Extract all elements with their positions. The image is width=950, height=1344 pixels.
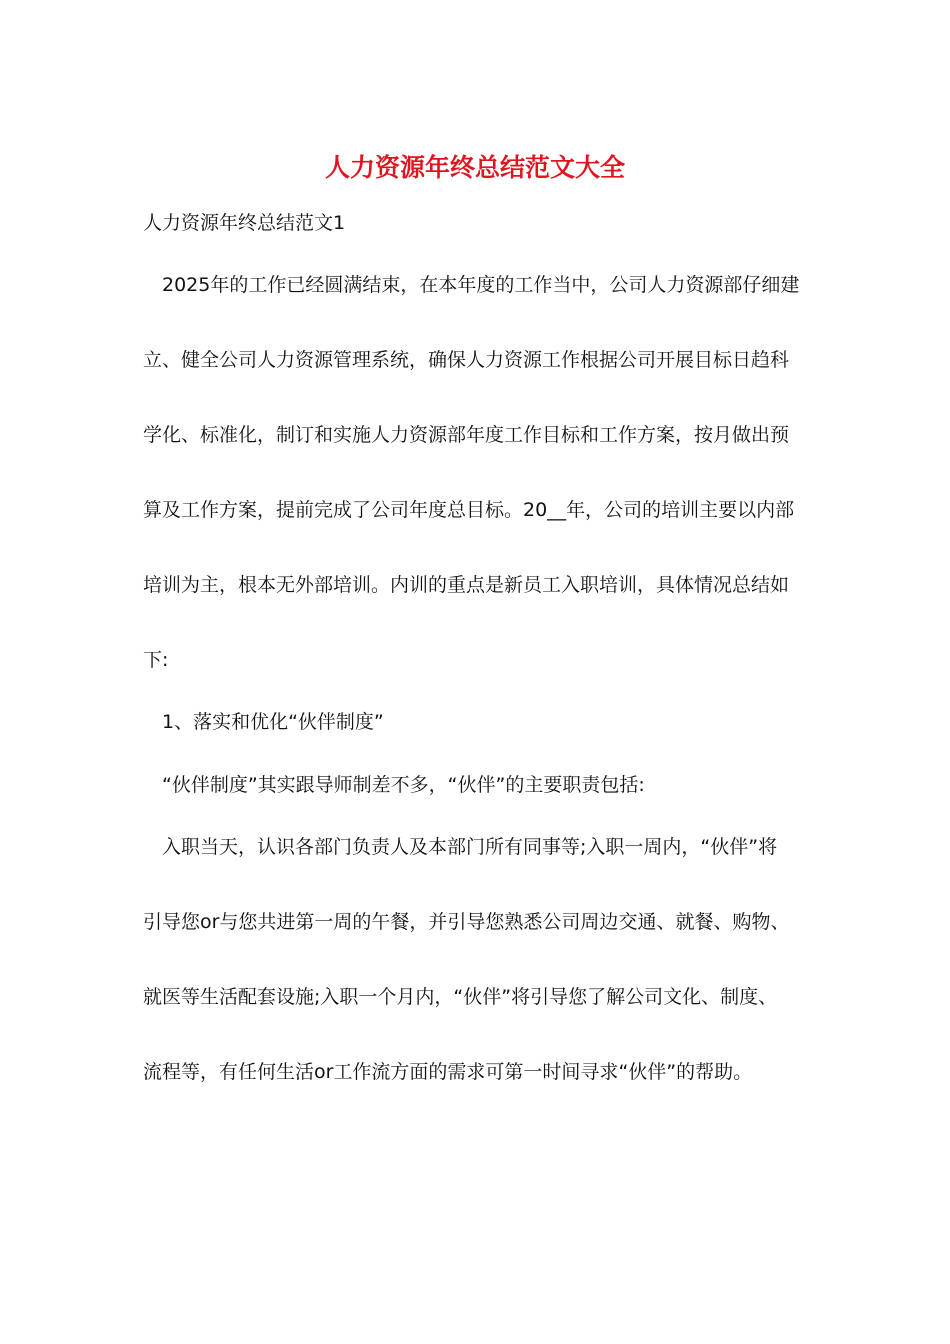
- paragraph-line: 立、健全公司人力资源管理系统，确保人力资源工作根据公司开展目标日趋科: [143, 349, 790, 371]
- paragraph-line: “伙伴制度”其实跟导师制差不多，“伙伴”的主要职责包括:: [162, 774, 645, 796]
- paragraph-line: 引导您or与您共进第一周的午餐，并引导您熟悉公司周边交通、就餐、购物、: [143, 911, 790, 933]
- paragraph-line: 学化、标准化，制订和实施人力资源部年度工作目标和工作方案，按月做出预: [143, 424, 790, 446]
- section-heading: 人力资源年终总结范文1: [143, 212, 346, 234]
- numbered-heading: 1、落实和优化“伙伴制度”: [162, 711, 384, 733]
- paragraph-line: 就医等生活配套设施;入职一个月内，“伙伴”将引导您了解公司文化、制度、: [143, 986, 778, 1008]
- paragraph-line: 下:: [143, 649, 169, 671]
- paragraph-line: 算及工作方案，提前完成了公司年度总目标。20__年，公司的培训主要以内部: [143, 499, 795, 521]
- paragraph-line: 流程等，有任何生活or工作流方面的需求可第一时间寻求“伙伴”的帮助。: [143, 1061, 753, 1083]
- document-title: 人力资源年终总结范文大全: [324, 153, 625, 182]
- paragraph-line: 2025年的工作已经圆满结束，在本年度的工作当中，公司人力资源部仔细建: [162, 274, 800, 296]
- paragraph-line: 培训为主，根本无外部培训。内训的重点是新员工入职培训，具体情况总结如: [143, 574, 790, 596]
- paragraph-line: 入职当天，认识各部门负责人及本部门所有同事等;入职一周内，“伙伴”将: [162, 836, 778, 858]
